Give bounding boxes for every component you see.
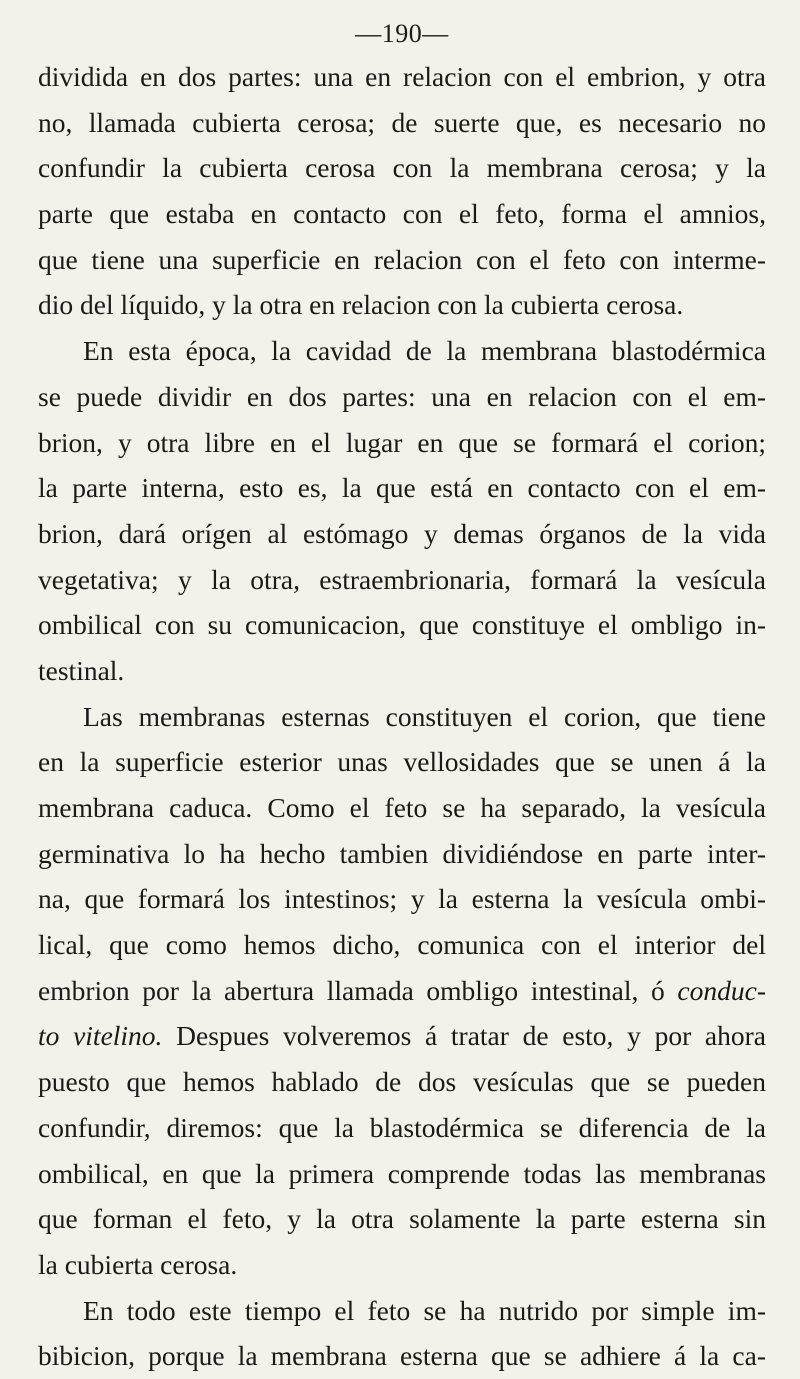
text-line: puesto que hemos hablado de dos vesículas que se pueden xyxy=(38,1066,766,1098)
text-line: ombilical con su comunicacion, que constituye el ombligo in- xyxy=(38,609,766,641)
text-line: parte que estaba en contacto con el feto, forma el amnios, xyxy=(38,198,766,230)
text-line xyxy=(38,1013,766,1059)
paragraph-start-line: Las membranas esternas constituyen el corion, que tiene xyxy=(83,700,766,732)
text-line: brion, dará orígen al estómago y demas órganos de la vida xyxy=(38,517,766,549)
text-line: bibicion, porque la membrana esterna que se adhiere á la ca- xyxy=(38,1340,766,1372)
text-line: lical, que como hemos dicho, comunica con el interior del xyxy=(38,929,766,961)
italic-term: to vitelino. xyxy=(38,1020,163,1052)
text-line: dividida en dos partes: una en relacion con el embrion, y otra xyxy=(38,61,766,92)
text-line: dio del líquido, y la otra en relacion con la cubierta cerosa. xyxy=(38,289,684,321)
text-line: na, que formará los intestinos; y la esterna la vesícula ombi- xyxy=(38,883,766,915)
text-line: confundir, diremos: que la blastodérmica se diferencia de la xyxy=(38,1111,766,1143)
italic-term: conduc- xyxy=(677,974,766,1006)
text-line: la cubierta cerosa. xyxy=(38,1248,238,1280)
text-line: confundir la cubierta cerosa con la membrana cerosa; y la xyxy=(38,152,766,184)
text-line: brion, y otra libre en el lugar en que se formará el corion; xyxy=(38,426,766,458)
text-line: membrana caduca. Como el feto se ha separado, la vesícula xyxy=(38,792,766,823)
paragraph-start-line: En todo este tiempo el feto se ha nutrido por simple im- xyxy=(83,1294,766,1326)
text-line: la parte interna, esto es, la que está en contacto con el em- xyxy=(38,472,766,504)
text-line xyxy=(38,968,766,1014)
page-number: —190— xyxy=(355,19,449,48)
text-line: en la superficie esterior unas vellosidades que se unen á la xyxy=(38,746,766,778)
text-line: que forman el feto, y la otra solamente la parte esterna sin xyxy=(38,1203,766,1235)
text-line: testinal. xyxy=(38,654,125,686)
text-line: germinativa lo ha hecho tambien dividiéndose en parte inter- xyxy=(38,837,766,869)
text-line: vegetativa; y la otra, estraembrionaria, formará la vesícula xyxy=(38,563,766,595)
text-line: ombilical, en que la primera comprende todas las membranas xyxy=(38,1157,766,1189)
text-line: que tiene una superficie en relacion con el feto con interme- xyxy=(38,243,766,275)
text-span: embrion por la abertura llamada ombligo intestinal, ó xyxy=(38,974,678,1006)
paragraph-start-line: En esta época, la cavidad de la membrana blastodérmica xyxy=(83,335,766,367)
text-span: Despues volveremos á tratar de esto, y por ahora xyxy=(162,1020,766,1052)
text-line: se puede dividir en dos partes: una en relacion con el em- xyxy=(38,380,766,412)
text-line: no, llamada cubierta cerosa; de suerte que, es necesario no xyxy=(38,106,766,138)
